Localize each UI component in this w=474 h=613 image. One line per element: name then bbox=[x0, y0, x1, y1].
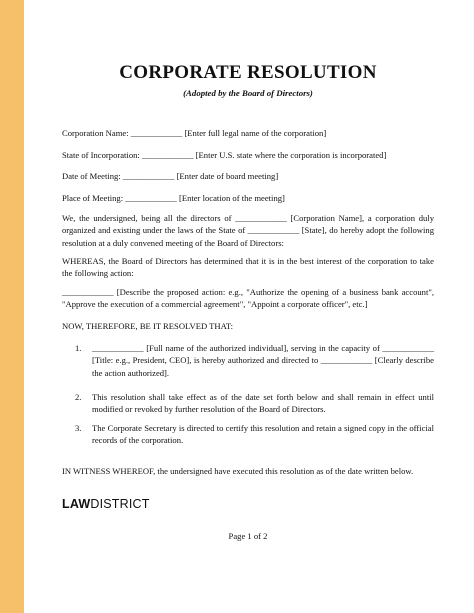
resolution-number: 3. bbox=[75, 423, 82, 433]
field-date-of-meeting: Date of Meeting: ____________ [Enter date of board meeting] bbox=[62, 171, 279, 181]
field-state-of-incorporation: State of Incorporation: ____________ [Enter U.S. state where the corporation is incorporated] bbox=[62, 150, 387, 160]
page-number: Page 1 of 2 bbox=[228, 531, 268, 541]
resolution-text: The Corporate Secretary is directed to certify this resolution and retain a signed copy in the official records of the corporation. bbox=[92, 423, 434, 446]
field-corporation-name: Corporation Name: ____________ [Enter full legal name of the corporation] bbox=[62, 128, 327, 138]
intro-paragraph: We, the undersigned, being all the directors of ____________ [Corporation Name], a corporation duly organized and existing under the laws of the State of ____________ [State], do hereby adopt the following resolution at a duly convened meeting of the Board of Directors: bbox=[62, 213, 434, 248]
document-subtitle: (Adopted by the Board of Directors) bbox=[183, 88, 313, 98]
document-title: CORPORATE RESOLUTION bbox=[119, 62, 377, 83]
resolution-text: ____________ [Full name of the authorized individual], serving in the capacity of ____________ [Title: e.g., President, CEO], is hereby authorized and directed to ____________ [Clearly describe the action authorized]. bbox=[92, 343, 434, 378]
witness-paragraph: IN WITNESS WHEREOF, the undersigned have executed this resolution as of the date written below. bbox=[62, 466, 414, 476]
whereas-paragraph: WHEREAS, the Board of Directors has determined that it is in the best interest of the corporation to take the following action: bbox=[62, 256, 434, 279]
lawdistrict-logo bbox=[62, 497, 150, 511]
resolution-number: 2. bbox=[75, 392, 82, 402]
document-page bbox=[62, 0, 434, 613]
therefore-heading: NOW, THEREFORE, BE IT RESOLVED THAT: bbox=[62, 321, 234, 331]
logo-regular-part: DISTRICT bbox=[90, 497, 150, 511]
decorative-side-bar bbox=[0, 0, 24, 613]
action-paragraph: ____________ [Describe the proposed action: e.g., "Authorize the opening of a business bank account", "Approve the execution of a commercial agreement", "Appoint a corporate officer", etc.] bbox=[62, 287, 434, 310]
resolution-number: 1. bbox=[75, 343, 82, 353]
resolution-text: This resolution shall take effect as of the date set forth below and shall remain in effect until modified or revoked by further resolution of the Board of Directors. bbox=[92, 392, 434, 415]
logo-bold-part: LAW bbox=[62, 497, 91, 511]
field-place-of-meeting: Place of Meeting: ____________ [Enter location of the meeting] bbox=[62, 193, 285, 203]
